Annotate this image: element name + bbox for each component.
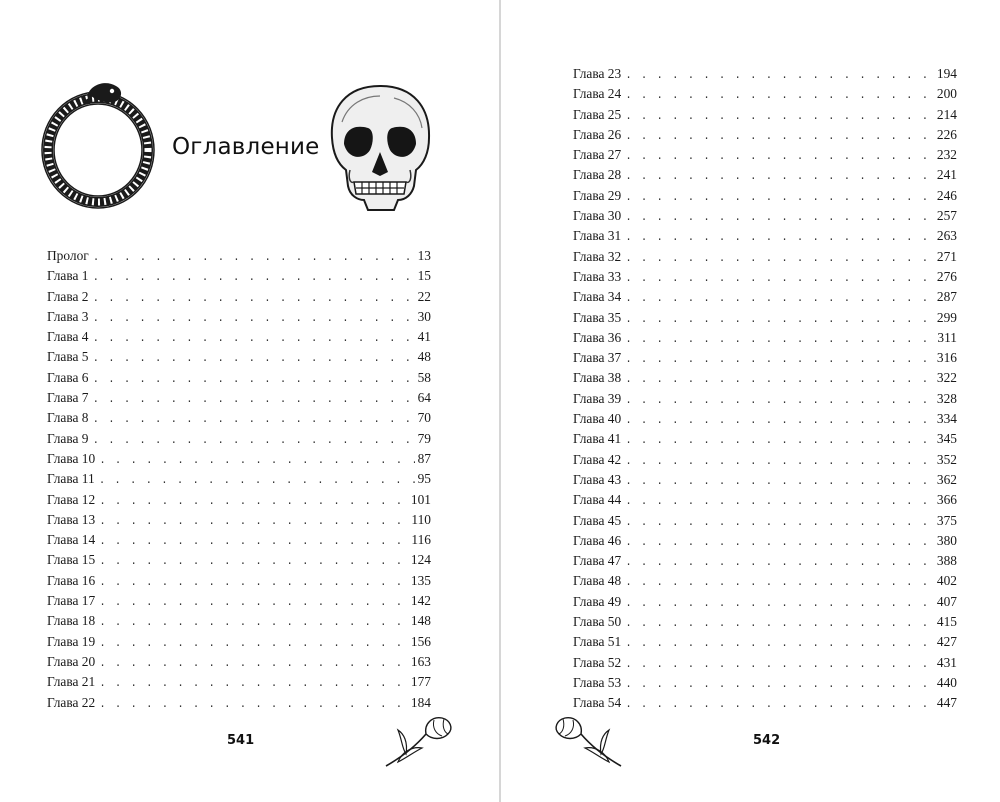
dot-leader [625, 659, 934, 671]
dot-leader [625, 111, 934, 123]
toc-entry-label: Глава 52 [573, 654, 622, 670]
toc-entry[interactable] [573, 66, 957, 86]
toc-entry-label: Глава 44 [573, 492, 622, 508]
toc-entry[interactable] [573, 492, 957, 512]
toc-entry-page: 271 [936, 248, 957, 264]
dot-leader [625, 354, 934, 366]
toc-entry-label: Глава 35 [573, 309, 622, 325]
toc-entry[interactable] [573, 695, 957, 715]
toc-entry-label: Глава 16 [47, 572, 96, 588]
toc-entry[interactable] [573, 553, 957, 573]
toc-entry-page: 156 [410, 633, 431, 649]
left-page [0, 0, 499, 802]
toc-entry-page: 232 [936, 147, 957, 163]
dot-leader [625, 334, 934, 346]
toc-entry-label: Глава 22 [47, 694, 96, 710]
toc-entry[interactable] [573, 208, 957, 228]
toc-entry-label: Глава 29 [573, 187, 622, 203]
toc-entry[interactable] [47, 370, 431, 390]
toc-entry-label: Глава 27 [573, 147, 622, 163]
toc-entry-page: 241 [936, 167, 957, 183]
dot-leader [625, 476, 934, 488]
toc-entry-page: 352 [936, 451, 957, 467]
toc-entry-page: 402 [936, 573, 957, 589]
toc-entry-page: 380 [936, 532, 957, 548]
toc-entry[interactable] [573, 614, 957, 634]
dot-leader [93, 374, 415, 386]
toc-entry[interactable] [47, 390, 431, 410]
toc-entry-page: 41 [417, 329, 431, 345]
toc-entry[interactable] [47, 349, 431, 369]
toc-entry-page: 440 [936, 674, 957, 690]
toc-entry-page: 322 [936, 370, 957, 386]
toc-entry-page: 257 [936, 208, 957, 224]
toc-entry-label: Глава 6 [47, 369, 89, 385]
page-title: Оглавление [172, 134, 320, 160]
dot-leader [625, 598, 934, 610]
toc-entry-page: 299 [936, 309, 957, 325]
toc-entry-page: 116 [411, 532, 431, 548]
toc-entry-page: 431 [936, 654, 957, 670]
toc-entry[interactable] [573, 472, 957, 492]
toc-entry-page: 311 [937, 329, 957, 345]
toc-entry-page: 48 [417, 349, 431, 365]
toc-entry[interactable] [47, 309, 431, 329]
dot-leader [99, 556, 408, 568]
dot-leader [99, 475, 415, 487]
toc-entry[interactable] [47, 674, 431, 694]
toc-entry-label: Глава 34 [573, 289, 622, 305]
toc-entry-label: Глава 39 [573, 390, 622, 406]
dot-leader [625, 131, 934, 143]
dot-leader [625, 70, 934, 82]
dot-leader [625, 232, 934, 244]
toc-entry-label: Глава 45 [573, 512, 622, 528]
dot-leader [99, 496, 408, 508]
dot-leader [99, 577, 408, 589]
toc-entry-label: Глава 54 [573, 695, 622, 711]
toc-entry-page: 415 [936, 614, 957, 630]
toc-entry-label: Глава 4 [47, 329, 89, 345]
dot-leader [625, 557, 934, 569]
toc-entry[interactable] [573, 594, 957, 614]
toc-entry[interactable] [47, 289, 431, 309]
toc-entry[interactable] [573, 86, 957, 106]
toc-entry-page: 13 [417, 248, 431, 263]
toc-entry-label: Глава 25 [573, 106, 622, 122]
toc-entry-page: 287 [936, 289, 957, 305]
toc-entry-label: Глава 32 [573, 248, 622, 264]
toc-entry-page: 345 [936, 431, 957, 447]
toc-entry-label: Глава 10 [47, 450, 96, 466]
toc-entry-label: Глава 7 [47, 390, 89, 406]
right-page [501, 0, 1000, 802]
toc-entry-page: 263 [936, 228, 957, 244]
toc-entry-label: Глава 51 [573, 634, 622, 650]
toc-entry-page: 142 [410, 593, 431, 609]
toc-entry-page: 276 [936, 268, 957, 284]
toc-entry-label: Глава 31 [573, 228, 622, 244]
toc-entry[interactable] [573, 249, 957, 269]
dot-leader [93, 272, 415, 284]
toc-entry[interactable] [573, 167, 957, 187]
toc-entry-page: 316 [936, 350, 957, 366]
toc-entry-page: 177 [410, 674, 431, 690]
toc-entry-page: 101 [410, 491, 431, 507]
toc-entry[interactable] [573, 350, 957, 370]
dot-leader [99, 536, 408, 548]
toc-entry[interactable] [47, 552, 431, 572]
toc-entry-page: 87 [417, 450, 431, 466]
toc-entry[interactable] [47, 532, 431, 552]
toc-entry[interactable] [47, 471, 431, 491]
toc-entry-label: Глава 24 [573, 86, 622, 102]
toc-entry-page: 388 [936, 553, 957, 569]
dot-leader [99, 638, 408, 650]
dot-leader [99, 516, 408, 528]
dot-leader [625, 537, 934, 549]
dot-leader [625, 517, 934, 529]
toc-entry-label: Глава 20 [47, 653, 96, 669]
dot-leader [625, 171, 934, 183]
toc-entry[interactable] [47, 695, 431, 715]
toc-entry-label: Глава 46 [573, 532, 622, 548]
toc-entry-page: 226 [936, 126, 957, 142]
toc-entry-page: 375 [936, 512, 957, 528]
toc-entry[interactable] [573, 634, 957, 654]
dot-leader [625, 496, 934, 508]
toc-entry-label: Глава 50 [573, 614, 622, 630]
toc-entry-label: Глава 26 [573, 126, 622, 142]
toc-entry-label: Глава 8 [47, 410, 89, 426]
toc-entry[interactable] [573, 533, 957, 553]
toc-entry-page: 95 [417, 471, 431, 487]
toc-entry[interactable] [47, 593, 431, 613]
toc-entry-page: 64 [417, 390, 431, 406]
toc-entry[interactable] [573, 228, 957, 248]
toc-entry-page: 70 [417, 410, 431, 426]
toc-entry[interactable] [573, 452, 957, 472]
toc-entry-page: 15 [417, 268, 431, 284]
toc-entry[interactable] [573, 147, 957, 167]
toc-entry-label: Глава 42 [573, 451, 622, 467]
toc-entry-label: Глава 2 [47, 288, 89, 304]
dot-leader [93, 414, 415, 426]
toc-entry-label: Глава 14 [47, 532, 96, 548]
toc-entry-label: Глава 41 [573, 431, 622, 447]
toc-entry-label: Глава 36 [573, 329, 622, 345]
toc-entry-label: Глава 19 [47, 633, 96, 649]
toc-entry-label: Глава 12 [47, 491, 96, 507]
ouroboros-icon [36, 78, 160, 212]
toc-entry-label: Пролог [47, 248, 89, 263]
dot-leader [625, 699, 934, 711]
toc-entry[interactable] [573, 330, 957, 350]
dot-leader [625, 456, 934, 468]
toc-entry[interactable] [47, 654, 431, 674]
dot-leader [625, 638, 934, 650]
dot-leader [99, 455, 414, 467]
toc-entry[interactable] [573, 127, 957, 147]
dot-leader [625, 314, 934, 326]
toc-entry-page: 328 [936, 390, 957, 406]
toc-entry-page: 30 [417, 308, 431, 324]
tulip-icon [547, 712, 625, 770]
toc-entry-label: Глава 13 [47, 511, 96, 527]
toc-entry[interactable] [47, 268, 431, 288]
toc-entry-label: Глава 23 [573, 66, 622, 81]
toc-entry-page: 58 [417, 369, 431, 385]
toc-entry[interactable] [47, 248, 431, 268]
toc-entry-page: 124 [410, 552, 431, 568]
toc-entry[interactable] [47, 573, 431, 593]
toc-entry-page: 366 [936, 492, 957, 508]
skull-icon [324, 82, 436, 214]
toc-entry-label: Глава 40 [573, 411, 622, 427]
toc-entry-page: 135 [410, 572, 431, 588]
toc-entry-label: Глава 43 [573, 471, 622, 487]
dot-leader [625, 90, 934, 102]
toc-entry-page: 79 [417, 430, 431, 446]
toc-entry-label: Глава 18 [47, 613, 96, 629]
dot-leader [625, 395, 934, 407]
dot-leader [93, 394, 415, 406]
dot-leader [93, 252, 415, 264]
toc-entry-label: Глава 49 [573, 593, 622, 609]
toc-entry[interactable] [573, 370, 957, 390]
toc-entry-page: 184 [410, 694, 431, 710]
toc-entry-label: Глава 47 [573, 553, 622, 569]
toc-entry-label: Глава 21 [47, 674, 96, 690]
toc-list-left [47, 248, 431, 715]
toc-entry[interactable] [573, 513, 957, 533]
toc-entry-page: 334 [936, 411, 957, 427]
dot-leader [99, 617, 408, 629]
toc-entry[interactable] [47, 410, 431, 430]
dot-leader [625, 192, 934, 204]
toc-entry-label: Глава 5 [47, 349, 89, 365]
toc-entry-label: Глава 28 [573, 167, 622, 183]
dot-leader [625, 374, 934, 386]
dot-leader [93, 333, 415, 345]
toc-entry-page: 194 [936, 66, 957, 81]
toc-list-right [573, 66, 957, 716]
toc-entry-label: Глава 15 [47, 552, 96, 568]
toc-entry[interactable] [47, 431, 431, 451]
toc-entry[interactable] [573, 431, 957, 451]
dot-leader [625, 415, 934, 427]
page-number: 542 [753, 733, 781, 748]
dot-leader [625, 435, 934, 447]
toc-entry-label: Глава 38 [573, 370, 622, 386]
toc-entry-label: Глава 3 [47, 308, 89, 324]
toc-entry-page: 407 [936, 593, 957, 609]
toc-entry-label: Глава 30 [573, 208, 622, 224]
toc-entry[interactable] [47, 451, 431, 471]
toc-entry-page: 214 [936, 106, 957, 122]
toc-entry[interactable] [573, 391, 957, 411]
toc-entry[interactable] [47, 613, 431, 633]
toc-entry-page: 246 [936, 187, 957, 203]
toc-entry[interactable] [47, 329, 431, 349]
dot-leader [625, 151, 934, 163]
toc-entry-page: 427 [936, 634, 957, 650]
dot-leader [625, 293, 934, 305]
toc-entry[interactable] [573, 655, 957, 675]
toc-entry-page: 447 [936, 695, 957, 711]
toc-entry-label: Глава 17 [47, 593, 96, 609]
dot-leader [625, 618, 934, 630]
toc-entry-label: Глава 33 [573, 268, 622, 284]
dot-leader [99, 678, 408, 690]
dot-leader [99, 658, 408, 670]
dot-leader [93, 353, 415, 365]
tulip-icon [382, 712, 460, 770]
dot-leader [625, 577, 934, 589]
toc-entry-page: 163 [410, 653, 431, 669]
toc-entry-page: 200 [936, 86, 957, 102]
dot-leader [93, 435, 415, 447]
toc-entry[interactable] [573, 675, 957, 695]
dot-leader [93, 313, 415, 325]
toc-entry[interactable] [573, 573, 957, 593]
page-number: 541 [227, 733, 255, 748]
dot-leader [625, 679, 934, 691]
toc-entry[interactable] [573, 411, 957, 431]
dot-leader [625, 212, 934, 224]
toc-entry[interactable] [573, 188, 957, 208]
toc-entry-label: Глава 48 [573, 573, 622, 589]
toc-entry[interactable] [573, 269, 957, 289]
toc-entry[interactable] [47, 512, 431, 532]
dot-leader [99, 699, 408, 711]
toc-entry-label: Глава 11 [47, 471, 95, 487]
toc-entry-page: 110 [411, 511, 431, 527]
toc-entry[interactable] [573, 289, 957, 309]
toc-entry-label: Глава 1 [47, 268, 89, 284]
toc-entry-page: 148 [410, 613, 431, 629]
dot-leader [99, 597, 408, 609]
toc-entry[interactable] [47, 492, 431, 512]
toc-entry-label: Глава 9 [47, 430, 89, 446]
dot-leader [93, 293, 415, 305]
toc-entry-page: 22 [417, 288, 431, 304]
toc-entry[interactable] [573, 310, 957, 330]
toc-entry-label: Глава 37 [573, 350, 622, 366]
toc-entry[interactable] [47, 634, 431, 654]
toc-entry[interactable] [573, 107, 957, 127]
toc-entry-page: 362 [936, 471, 957, 487]
dot-leader [625, 253, 934, 265]
dot-leader [625, 273, 934, 285]
toc-entry-label: Глава 53 [573, 674, 622, 690]
